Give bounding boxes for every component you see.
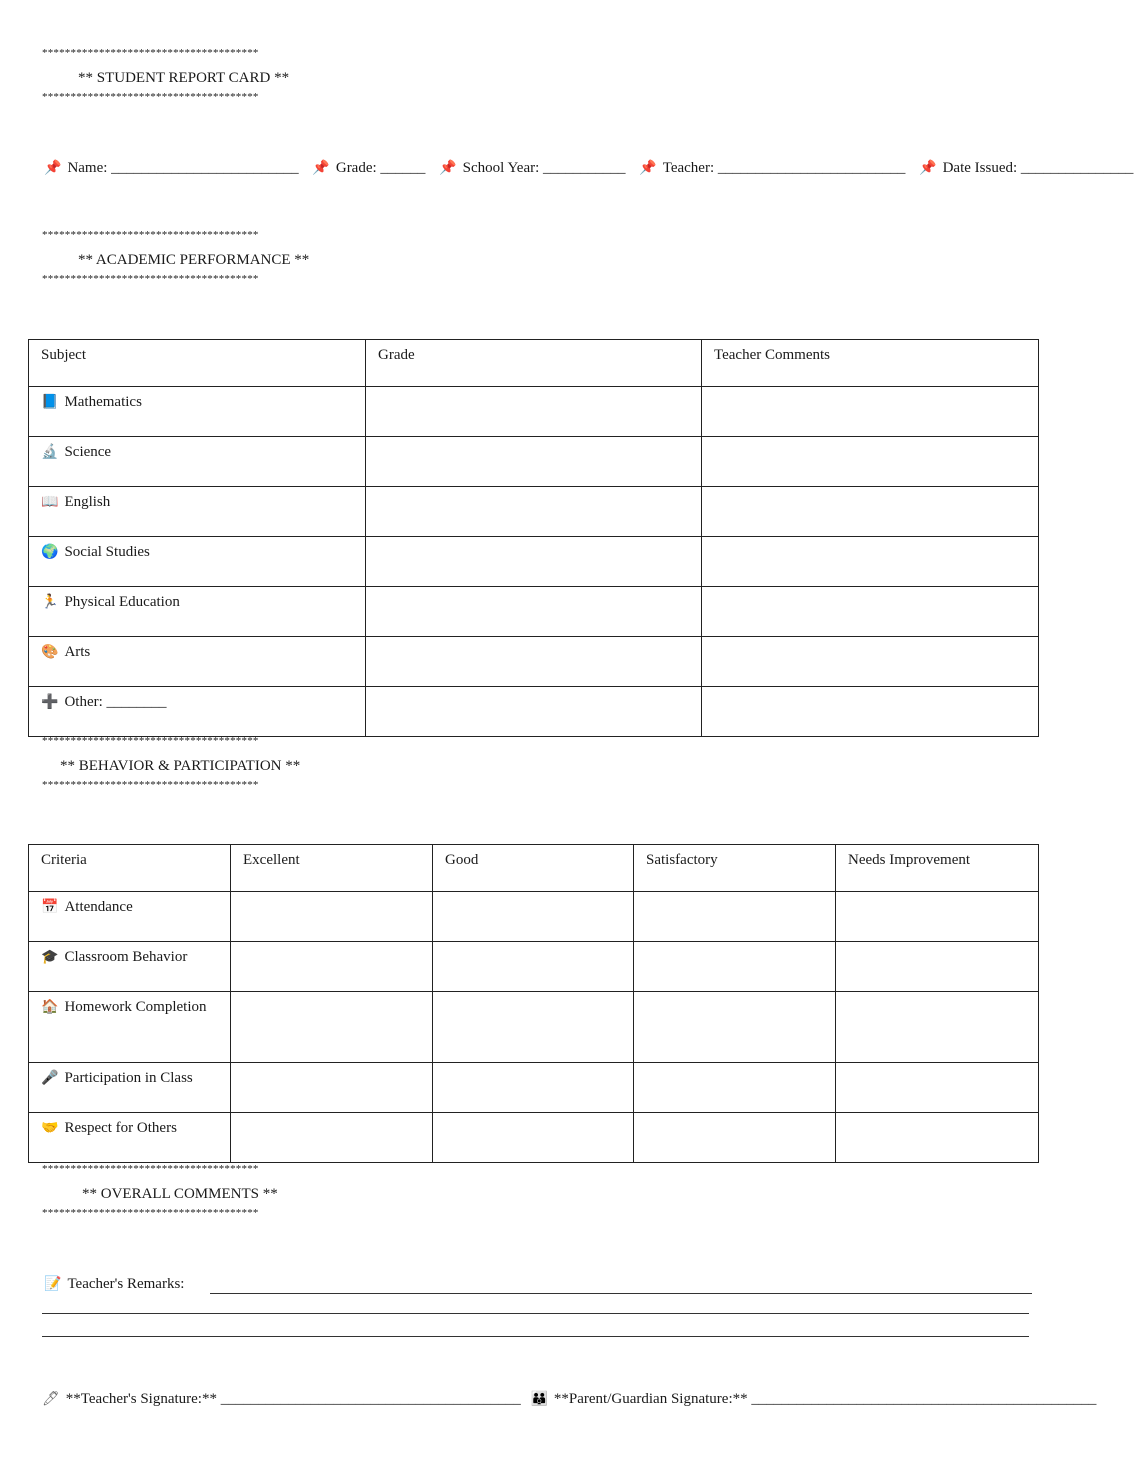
calendar-icon: 📅 [41,899,59,915]
page-title: ** STUDENT REPORT CARD ** [78,70,290,86]
remarks-line[interactable] [42,1313,1029,1314]
grade-cell[interactable] [366,487,702,537]
comment-cell[interactable] [702,487,1039,537]
subject-cell [29,587,366,637]
header-excellent: Excellent [231,845,433,892]
rating-cell[interactable] [231,892,433,942]
teacher-signature-label: **Teacher's Signature:** ________________________________________ [65,1391,521,1407]
subject-label: English [64,494,111,510]
subject-label: Other: ________ [64,694,167,710]
criteria-cell [29,942,231,992]
star-divider: ************************************** [42,735,259,747]
name-label: Name: _________________________ [67,160,299,176]
table-row [29,687,1039,737]
subject-cell [29,487,366,537]
table-row [29,537,1039,587]
header-criteria: Criteria [29,845,231,892]
criteria-cell [29,992,231,1063]
rating-cell[interactable] [433,942,634,992]
star-divider: ************************************** [42,273,259,285]
table-row [29,1113,1039,1163]
rating-cell[interactable] [634,992,836,1063]
table-header-row [29,340,1039,387]
rating-cell[interactable] [634,942,836,992]
palette-icon: 🎨 [41,644,59,660]
table-row [29,942,1039,992]
criteria-label: Respect for Others [64,1120,177,1136]
header-good: Good [433,845,634,892]
header-needs-improvement: Needs Improvement [836,845,1039,892]
pushpin-icon: 📌 [312,160,330,176]
grade-field[interactable] [312,160,425,176]
star-divider: ************************************** [42,1163,259,1175]
rating-cell[interactable] [231,1063,433,1113]
subject-label: Arts [64,644,91,660]
family-icon: 👪 [530,1391,548,1407]
comment-cell[interactable] [702,637,1039,687]
academic-performance-table [28,339,1039,737]
rating-cell[interactable] [634,1063,836,1113]
rating-cell[interactable] [836,1063,1039,1113]
pushpin-icon: 📌 [439,160,457,176]
remarks-label: Teacher's Remarks: [67,1276,185,1292]
criteria-cell [29,1063,231,1113]
grade-cell[interactable] [366,537,702,587]
microscope-icon: 🔬 [41,444,59,460]
table-row [29,637,1039,687]
parent-signature-label: **Parent/Guardian Signature:** ______________________________________________ [553,1391,1097,1407]
remarks-line[interactable] [42,1336,1029,1337]
header-grade: Grade [366,340,702,387]
criteria-cell [29,1113,231,1163]
header-teacher-comments: Teacher Comments [702,340,1039,387]
criteria-label: Participation in Class [64,1070,193,1086]
rating-cell[interactable] [433,992,634,1063]
comment-cell[interactable] [702,687,1039,737]
name-field[interactable] [44,160,299,176]
grade-cell[interactable] [366,587,702,637]
rating-cell[interactable] [231,1113,433,1163]
school-year-field[interactable] [439,160,625,176]
rating-cell[interactable] [433,1113,634,1163]
subject-label: Science [64,444,112,460]
table-row [29,437,1039,487]
academic-heading: ** ACADEMIC PERFORMANCE ** [78,252,310,268]
school-year-label: School Year: ___________ [462,160,626,176]
criteria-label: Homework Completion [64,999,207,1015]
rating-cell[interactable] [634,1113,836,1163]
rating-cell[interactable] [634,892,836,942]
behavior-participation-table [28,844,1039,1163]
criteria-label: Attendance [64,899,133,915]
behavior-heading: ** BEHAVIOR & PARTICIPATION ** [60,758,301,774]
plus-icon: ➕ [41,694,59,710]
rating-cell[interactable] [231,992,433,1063]
date-issued-field[interactable] [919,160,1133,176]
pushpin-icon: 📌 [919,160,937,176]
comment-cell[interactable] [702,437,1039,487]
subject-cell [29,687,366,737]
rating-cell[interactable] [836,1113,1039,1163]
date-issued-label: Date Issued: _______________ [942,160,1134,176]
grade-cell[interactable] [366,687,702,737]
grade-cell[interactable] [366,437,702,487]
star-divider: ************************************** [42,779,259,791]
rating-cell[interactable] [836,892,1039,942]
table-row [29,387,1039,437]
star-divider-top: ************************************** [42,47,259,59]
signature-line [42,1391,1096,1408]
grade-label: Grade: ______ [335,160,426,176]
table-row [29,892,1039,942]
rating-cell[interactable] [433,892,634,942]
pushpin-icon: 📌 [44,160,62,176]
subject-cell [29,387,366,437]
table-row [29,487,1039,537]
teacher-signature-field[interactable] [42,1391,521,1407]
criteria-cell [29,892,231,942]
runner-icon: 🏃 [41,594,59,610]
graduation-cap-icon: 🎓 [41,949,59,965]
globe-icon: 🌍 [41,544,59,560]
rating-cell[interactable] [836,942,1039,992]
subject-cell [29,537,366,587]
subject-label: Mathematics [64,394,142,410]
subject-label: Physical Education [64,594,180,610]
rating-cell[interactable] [433,1063,634,1113]
subject-cell [29,437,366,487]
grade-cell[interactable] [366,637,702,687]
open-book-icon: 📖 [41,494,59,510]
parent-signature-field[interactable] [530,1391,1096,1407]
pushpin-icon: 📌 [639,160,657,176]
blue-book-icon: 📘 [41,394,59,410]
rating-cell[interactable] [231,942,433,992]
teacher-field[interactable] [639,160,905,176]
remarks-line[interactable] [210,1293,1032,1294]
header-satisfactory: Satisfactory [634,845,836,892]
teacher-label: Teacher: _________________________ [662,160,906,176]
rating-cell[interactable] [836,992,1039,1063]
comment-cell[interactable] [702,537,1039,587]
star-divider-bottom: ************************************** [42,91,259,103]
subject-cell [29,637,366,687]
table-row [29,1063,1039,1113]
table-row [29,992,1039,1063]
handshake-icon: 🤝 [41,1120,59,1136]
star-divider: ************************************** [42,1207,259,1219]
star-divider: ************************************** [42,229,259,241]
criteria-label: Classroom Behavior [64,949,188,965]
table-header-row [29,845,1039,892]
overall-heading: ** OVERALL COMMENTS ** [82,1186,278,1202]
subject-label: Social Studies [64,544,150,560]
header-subject: Subject [29,340,366,387]
pen-icon: 🖊 [42,1391,60,1407]
microphone-icon: 🎤 [41,1070,59,1086]
memo-icon: 📝 [44,1276,62,1292]
table-row [29,587,1039,637]
comment-cell[interactable] [702,387,1039,437]
comment-cell[interactable] [702,587,1039,637]
teacher-remarks [44,1276,184,1293]
student-info-line [44,160,1143,177]
grade-cell[interactable] [366,387,702,437]
house-icon: 🏠 [41,999,59,1015]
